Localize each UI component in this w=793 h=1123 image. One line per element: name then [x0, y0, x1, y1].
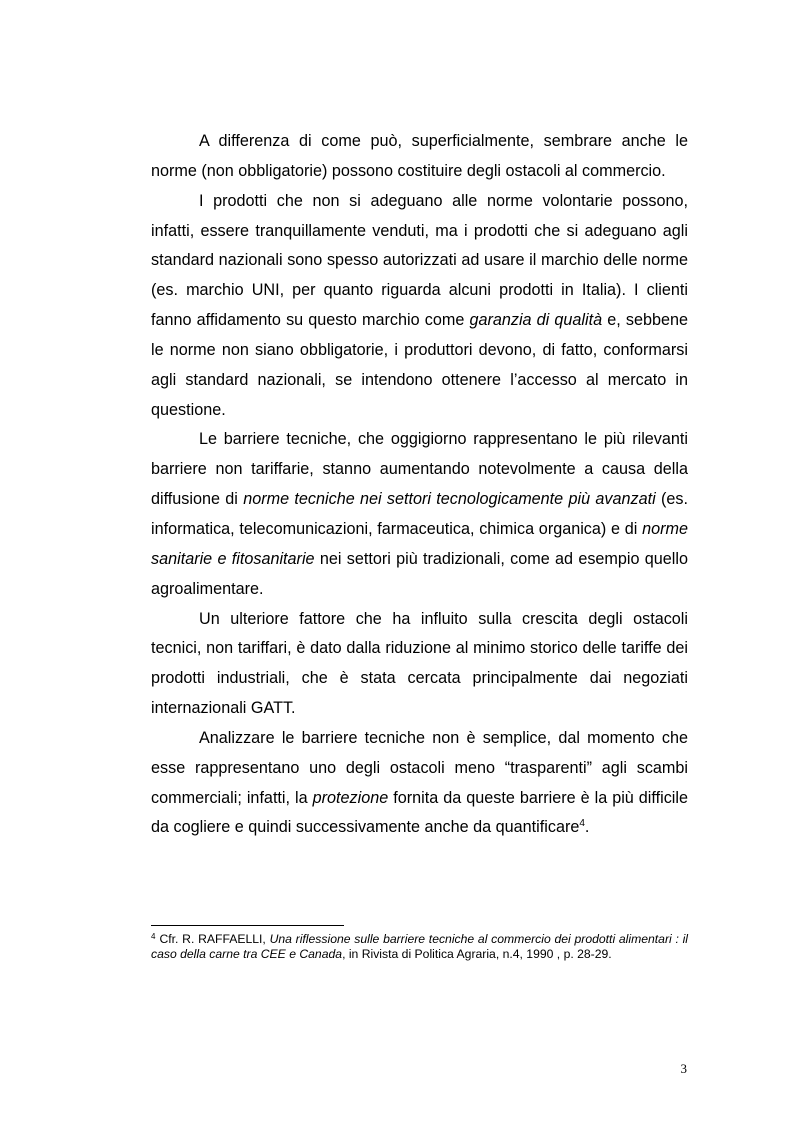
paragraph-2	[151, 187, 688, 426]
text-segment: fornita da queste barriere è la più difficile da cogliere e quindi successivamente anche da quantificare	[151, 788, 688, 837]
text-segment: I prodotti che non si adeguano alle norme volontarie possono, infatti, essere tranquillamente venduti, ma i prodotti che si adeguano agli standard nazionali sono spesso autorizzati ad usare il marchio delle norme (es. marchio UNI, per quanto riguarda alcuni prodotti in Italia). I clienti fanno affidamento su questo marchio come	[151, 191, 688, 330]
italic-phrase: garanzia di qualità	[469, 311, 603, 330]
body-text	[151, 127, 688, 843]
paragraph-1	[151, 127, 688, 187]
text-segment: Un ulteriore fattore che ha influito sulla crescita degli ostacoli tecnici, non tariffari, è dato dalla riduzione al minimo storico delle tariffe dei prodotti industriali, che è stata cercata principalmente dai negoziati internazionali GATT.	[151, 609, 688, 718]
text-segment: Cfr. R. RAFFAELLI,	[159, 932, 270, 946]
footnote-separator	[151, 925, 344, 926]
footnote	[151, 932, 688, 961]
paragraph-3	[151, 425, 688, 604]
italic-phrase: norme sanitarie e fitosanitarie	[151, 519, 688, 568]
text-segment: nei settori più tradizionali, come ad esempio quello agroalimentare.	[151, 549, 688, 598]
text-segment: , in Rivista di Politica Agraria, n.4, 1990 , p. 28-29.	[342, 946, 612, 961]
text-segment: A differenza di come può, superficialmente, sembrare anche le norme (non obbligatorie) possono costituire degli ostacoli al commercio.	[151, 132, 688, 180]
paragraph-4	[151, 605, 688, 724]
text-segment: (es. informatica, telecomunicazioni, farmaceutica, chimica organica) e di	[151, 490, 688, 538]
paragraph-5	[151, 724, 688, 843]
footnote-reference[interactable]: 4	[579, 818, 585, 830]
footnote-text	[151, 932, 688, 961]
page-number: 3	[680, 1061, 687, 1076]
italic-phrase: Una riflessione sulle barriere tecniche al commercio dei prodotti alimentari : il caso della carne tra CEE e Canada	[151, 932, 688, 961]
text-segment: e, sebbene le norme non siano obbligatorie, i produttori devono, di fatto, conformarsi agli standard nazionali, se intendono ottenere l’accesso al mercato in questione.	[151, 311, 688, 419]
footnote-number: 4	[151, 932, 156, 941]
italic-phrase: norme tecniche nei settori tecnologicamente più avanzati	[243, 490, 656, 509]
text-segment: Analizzare le barriere tecniche non è semplice, dal momento che esse rappresentano uno degli ostacoli meno “trasparenti” agli scambi commerciali; infatti, la	[151, 728, 688, 807]
text-segment: .	[584, 818, 590, 837]
italic-phrase: protezione	[312, 788, 389, 807]
text-segment: Le barriere tecniche, che oggigiorno rappresentano le più rilevanti barriere non tariffarie, stanno aumentando notevolmente a causa della diffusione di	[151, 430, 688, 509]
